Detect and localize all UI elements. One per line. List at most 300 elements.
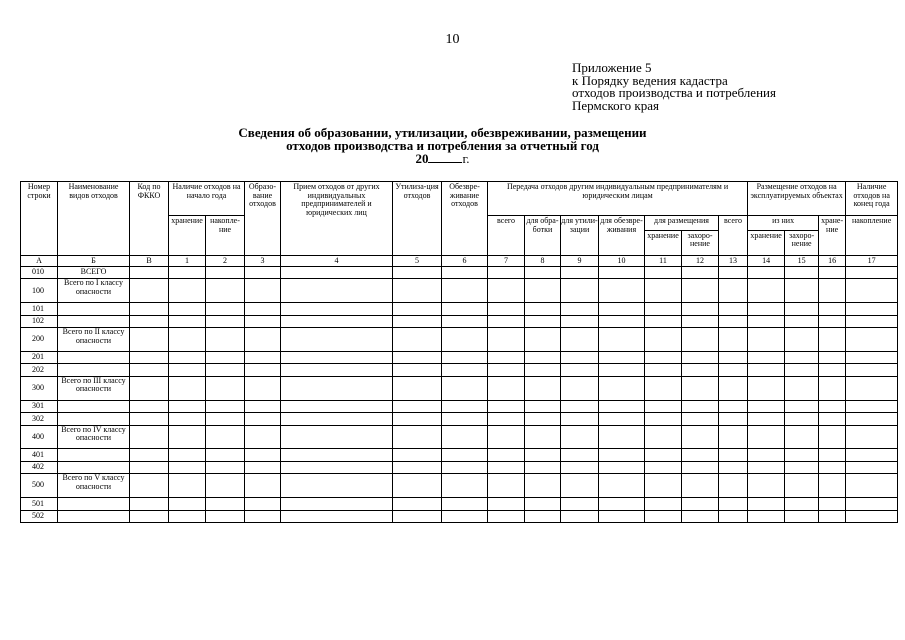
data-cell[interactable] [846, 303, 898, 315]
data-cell[interactable] [169, 413, 206, 425]
data-cell[interactable] [819, 315, 846, 327]
data-cell[interactable] [719, 510, 748, 523]
data-cell[interactable] [281, 376, 393, 400]
data-cell[interactable] [561, 376, 599, 400]
data-cell[interactable] [748, 303, 785, 315]
data-cell[interactable] [169, 376, 206, 400]
data-cell[interactable] [561, 413, 599, 425]
data-cell[interactable] [682, 328, 719, 352]
data-cell[interactable] [393, 351, 442, 363]
column-letter: В [130, 255, 169, 266]
data-cell[interactable] [525, 328, 561, 352]
data-cell[interactable] [169, 461, 206, 473]
data-cell[interactable] [748, 425, 785, 449]
data-cell[interactable] [846, 364, 898, 376]
data-cell[interactable] [206, 315, 245, 327]
data-cell[interactable] [206, 364, 245, 376]
data-cell[interactable] [682, 303, 719, 315]
data-cell[interactable] [281, 510, 393, 523]
data-cell[interactable] [748, 279, 785, 303]
data-cell[interactable] [819, 449, 846, 461]
data-cell[interactable] [393, 279, 442, 303]
data-cell[interactable] [206, 413, 245, 425]
data-cell[interactable] [682, 315, 719, 327]
data-cell[interactable] [169, 266, 206, 278]
data-cell[interactable] [281, 449, 393, 461]
data-cell[interactable] [245, 364, 281, 376]
data-cell[interactable] [245, 303, 281, 315]
data-cell[interactable] [525, 425, 561, 449]
data-cell[interactable] [130, 474, 169, 498]
data-cell[interactable] [599, 364, 645, 376]
data-cell[interactable] [645, 461, 682, 473]
year-blank-line[interactable] [428, 152, 462, 163]
data-cell[interactable] [130, 510, 169, 523]
data-cell[interactable] [682, 461, 719, 473]
data-cell[interactable] [130, 364, 169, 376]
data-cell[interactable] [245, 498, 281, 510]
data-cell[interactable] [561, 474, 599, 498]
data-cell[interactable] [599, 425, 645, 449]
data-cell[interactable] [785, 425, 819, 449]
data-cell[interactable] [645, 413, 682, 425]
data-cell[interactable] [846, 376, 898, 400]
data-cell[interactable] [846, 498, 898, 510]
data-cell[interactable] [645, 279, 682, 303]
data-cell[interactable] [599, 474, 645, 498]
data-cell[interactable] [206, 351, 245, 363]
data-cell[interactable] [846, 351, 898, 363]
data-cell[interactable] [442, 498, 488, 510]
data-cell[interactable] [819, 303, 846, 315]
data-cell[interactable] [245, 461, 281, 473]
header-transfer: Передача отходов другим индивидуальным предпринимателям и юридическим лицам [488, 182, 748, 216]
data-cell[interactable] [130, 328, 169, 352]
data-cell[interactable] [599, 315, 645, 327]
data-cell[interactable] [846, 279, 898, 303]
data-cell[interactable] [442, 510, 488, 523]
data-cell[interactable] [442, 376, 488, 400]
data-cell[interactable] [206, 376, 245, 400]
data-cell[interactable] [169, 474, 206, 498]
data-cell[interactable] [393, 413, 442, 425]
data-cell[interactable] [719, 413, 748, 425]
data-cell[interactable] [245, 413, 281, 425]
data-cell[interactable] [206, 400, 245, 412]
data-cell[interactable] [206, 266, 245, 278]
data-cell[interactable] [561, 266, 599, 278]
data-cell[interactable] [245, 400, 281, 412]
data-cell[interactable] [719, 400, 748, 412]
data-cell[interactable] [393, 510, 442, 523]
data-cell[interactable] [846, 328, 898, 352]
data-cell[interactable] [819, 413, 846, 425]
data-cell[interactable] [488, 510, 525, 523]
data-cell[interactable] [281, 400, 393, 412]
data-cell[interactable] [393, 474, 442, 498]
data-cell[interactable] [819, 400, 846, 412]
data-cell[interactable] [682, 351, 719, 363]
data-cell[interactable] [785, 449, 819, 461]
data-cell[interactable] [719, 425, 748, 449]
data-cell[interactable] [442, 266, 488, 278]
data-cell[interactable] [525, 364, 561, 376]
data-cell[interactable] [719, 376, 748, 400]
data-cell[interactable] [488, 303, 525, 315]
data-cell[interactable] [525, 413, 561, 425]
data-cell[interactable] [846, 449, 898, 461]
data-cell[interactable] [561, 498, 599, 510]
data-cell[interactable] [599, 376, 645, 400]
data-cell[interactable] [442, 351, 488, 363]
data-cell[interactable] [245, 351, 281, 363]
data-cell[interactable] [599, 461, 645, 473]
data-cell[interactable] [442, 425, 488, 449]
data-cell[interactable] [561, 351, 599, 363]
table-row [21, 474, 898, 498]
row-waste-name [58, 400, 130, 412]
data-cell[interactable] [846, 400, 898, 412]
data-cell[interactable] [819, 510, 846, 523]
data-cell[interactable] [645, 376, 682, 400]
column-letter: 5 [393, 255, 442, 266]
data-cell[interactable] [488, 376, 525, 400]
data-cell[interactable] [130, 279, 169, 303]
data-cell[interactable] [169, 351, 206, 363]
data-cell[interactable] [645, 266, 682, 278]
data-cell[interactable] [525, 400, 561, 412]
data-cell[interactable] [682, 279, 719, 303]
data-cell[interactable] [785, 498, 819, 510]
data-cell[interactable] [719, 364, 748, 376]
data-cell[interactable] [785, 400, 819, 412]
data-cell[interactable] [393, 315, 442, 327]
data-cell[interactable] [846, 425, 898, 449]
data-cell[interactable] [682, 474, 719, 498]
data-cell[interactable] [561, 449, 599, 461]
data-cell[interactable] [442, 461, 488, 473]
data-cell[interactable] [785, 413, 819, 425]
data-cell[interactable] [488, 279, 525, 303]
data-cell[interactable] [525, 449, 561, 461]
data-cell[interactable] [393, 449, 442, 461]
data-cell[interactable] [645, 510, 682, 523]
data-cell[interactable] [130, 351, 169, 363]
data-cell[interactable] [130, 449, 169, 461]
data-cell[interactable] [393, 328, 442, 352]
data-cell[interactable] [206, 498, 245, 510]
data-cell[interactable] [645, 303, 682, 315]
data-cell[interactable] [561, 510, 599, 523]
data-cell[interactable] [846, 474, 898, 498]
data-cell[interactable] [682, 376, 719, 400]
data-cell[interactable] [719, 351, 748, 363]
data-cell[interactable] [748, 400, 785, 412]
data-cell[interactable] [599, 328, 645, 352]
data-cell[interactable] [245, 425, 281, 449]
data-cell[interactable] [206, 279, 245, 303]
data-cell[interactable] [442, 364, 488, 376]
data-cell[interactable] [682, 498, 719, 510]
data-cell[interactable] [682, 449, 719, 461]
data-cell[interactable] [748, 474, 785, 498]
column-letter: 9 [561, 255, 599, 266]
data-cell[interactable] [281, 364, 393, 376]
data-cell[interactable] [645, 364, 682, 376]
data-cell[interactable] [206, 328, 245, 352]
data-cell[interactable] [599, 413, 645, 425]
data-cell[interactable] [245, 315, 281, 327]
data-cell[interactable] [525, 461, 561, 473]
data-cell[interactable] [748, 351, 785, 363]
data-cell[interactable] [169, 364, 206, 376]
data-cell[interactable] [206, 449, 245, 461]
data-cell[interactable] [561, 425, 599, 449]
data-cell[interactable] [525, 315, 561, 327]
data-cell[interactable] [169, 449, 206, 461]
data-cell[interactable] [599, 510, 645, 523]
data-cell[interactable] [488, 461, 525, 473]
data-cell[interactable] [488, 400, 525, 412]
data-cell[interactable] [442, 328, 488, 352]
data-cell[interactable] [281, 498, 393, 510]
data-cell[interactable] [819, 279, 846, 303]
header-neutralization: Обезвре-живание отходов [442, 182, 488, 256]
data-cell[interactable] [682, 266, 719, 278]
data-cell[interactable] [169, 303, 206, 315]
data-cell[interactable] [488, 474, 525, 498]
data-cell[interactable] [525, 266, 561, 278]
data-cell[interactable] [819, 266, 846, 278]
data-cell[interactable] [682, 425, 719, 449]
data-cell[interactable] [819, 364, 846, 376]
data-cell[interactable] [488, 266, 525, 278]
data-cell[interactable] [442, 315, 488, 327]
data-cell[interactable] [748, 510, 785, 523]
data-cell[interactable] [719, 303, 748, 315]
data-cell[interactable] [785, 315, 819, 327]
data-cell[interactable] [599, 498, 645, 510]
data-cell[interactable] [561, 400, 599, 412]
data-cell[interactable] [130, 376, 169, 400]
data-cell[interactable] [561, 279, 599, 303]
header-start-accumulation: накопле-ние [206, 216, 245, 255]
data-cell[interactable] [169, 425, 206, 449]
data-cell[interactable] [245, 266, 281, 278]
data-cell[interactable] [488, 328, 525, 352]
data-cell[interactable] [281, 351, 393, 363]
data-cell[interactable] [645, 400, 682, 412]
data-cell[interactable] [130, 461, 169, 473]
data-cell[interactable] [819, 376, 846, 400]
data-cell[interactable] [719, 315, 748, 327]
data-cell[interactable] [748, 364, 785, 376]
data-cell[interactable] [525, 279, 561, 303]
data-cell[interactable] [442, 413, 488, 425]
data-cell[interactable] [393, 425, 442, 449]
data-cell[interactable] [785, 376, 819, 400]
data-cell[interactable] [393, 303, 442, 315]
data-cell[interactable] [599, 449, 645, 461]
data-cell[interactable] [488, 413, 525, 425]
data-cell[interactable] [785, 328, 819, 352]
data-cell[interactable] [130, 266, 169, 278]
data-cell[interactable] [719, 498, 748, 510]
data-cell[interactable] [846, 413, 898, 425]
data-cell[interactable] [281, 266, 393, 278]
data-cell[interactable] [846, 461, 898, 473]
data-cell[interactable] [206, 303, 245, 315]
data-cell[interactable] [393, 461, 442, 473]
data-cell[interactable] [206, 425, 245, 449]
data-cell[interactable] [785, 266, 819, 278]
data-cell[interactable] [525, 510, 561, 523]
data-cell[interactable] [245, 449, 281, 461]
data-cell[interactable] [245, 376, 281, 400]
data-cell[interactable] [785, 474, 819, 498]
data-cell[interactable] [525, 376, 561, 400]
data-cell[interactable] [645, 498, 682, 510]
data-cell[interactable] [169, 510, 206, 523]
data-cell[interactable] [561, 303, 599, 315]
data-cell[interactable] [525, 351, 561, 363]
data-cell[interactable] [682, 400, 719, 412]
data-cell[interactable] [785, 461, 819, 473]
data-cell[interactable] [645, 449, 682, 461]
data-cell[interactable] [719, 449, 748, 461]
data-cell[interactable] [169, 279, 206, 303]
data-cell[interactable] [645, 474, 682, 498]
data-cell[interactable] [442, 303, 488, 315]
data-cell[interactable] [819, 461, 846, 473]
data-cell[interactable] [645, 425, 682, 449]
row-waste-name [58, 413, 130, 425]
data-cell[interactable] [645, 315, 682, 327]
data-cell[interactable] [599, 279, 645, 303]
data-cell[interactable] [488, 449, 525, 461]
data-cell[interactable] [599, 351, 645, 363]
data-cell[interactable] [245, 474, 281, 498]
data-cell[interactable] [281, 425, 393, 449]
data-cell[interactable] [561, 461, 599, 473]
data-cell[interactable] [748, 413, 785, 425]
data-cell[interactable] [206, 474, 245, 498]
row-waste-name: ВСЕГО [58, 266, 130, 278]
data-cell[interactable] [245, 279, 281, 303]
data-cell[interactable] [719, 279, 748, 303]
data-cell[interactable] [169, 328, 206, 352]
data-cell[interactable] [281, 303, 393, 315]
data-cell[interactable] [130, 425, 169, 449]
data-cell[interactable] [748, 328, 785, 352]
data-cell[interactable] [599, 400, 645, 412]
data-cell[interactable] [682, 364, 719, 376]
data-cell[interactable] [442, 449, 488, 461]
data-cell[interactable] [561, 328, 599, 352]
data-cell[interactable] [819, 425, 846, 449]
data-cell[interactable] [488, 351, 525, 363]
data-cell[interactable] [599, 266, 645, 278]
data-cell[interactable] [281, 413, 393, 425]
data-cell[interactable] [719, 461, 748, 473]
data-cell[interactable] [442, 400, 488, 412]
data-cell[interactable] [748, 266, 785, 278]
data-cell[interactable] [645, 328, 682, 352]
data-cell[interactable] [682, 510, 719, 523]
data-cell[interactable] [130, 303, 169, 315]
data-cell[interactable] [281, 279, 393, 303]
data-cell[interactable] [488, 498, 525, 510]
data-cell[interactable] [169, 400, 206, 412]
data-cell[interactable] [281, 474, 393, 498]
data-cell[interactable] [785, 364, 819, 376]
data-cell[interactable] [561, 315, 599, 327]
data-cell[interactable] [846, 315, 898, 327]
data-cell[interactable] [488, 425, 525, 449]
data-cell[interactable] [819, 498, 846, 510]
data-cell[interactable] [785, 279, 819, 303]
data-cell[interactable] [846, 510, 898, 523]
data-cell[interactable] [393, 376, 442, 400]
data-cell[interactable] [442, 474, 488, 498]
data-cell[interactable] [393, 266, 442, 278]
data-cell[interactable] [819, 328, 846, 352]
data-cell[interactable] [245, 328, 281, 352]
data-cell[interactable] [748, 449, 785, 461]
data-cell[interactable] [785, 510, 819, 523]
data-cell[interactable] [525, 474, 561, 498]
data-cell[interactable] [682, 413, 719, 425]
data-cell[interactable] [785, 303, 819, 315]
data-cell[interactable] [748, 315, 785, 327]
data-cell[interactable] [819, 474, 846, 498]
data-cell[interactable] [169, 315, 206, 327]
data-cell[interactable] [130, 400, 169, 412]
data-cell[interactable] [130, 498, 169, 510]
data-cell[interactable] [393, 364, 442, 376]
data-cell[interactable] [525, 303, 561, 315]
data-cell[interactable] [130, 413, 169, 425]
data-cell[interactable] [719, 266, 748, 278]
data-cell[interactable] [245, 510, 281, 523]
data-cell[interactable] [819, 351, 846, 363]
data-cell[interactable] [206, 461, 245, 473]
data-cell[interactable] [442, 279, 488, 303]
column-letter: Б [58, 255, 130, 266]
data-cell[interactable] [393, 400, 442, 412]
data-cell[interactable] [525, 498, 561, 510]
data-cell[interactable] [488, 364, 525, 376]
data-cell[interactable] [785, 351, 819, 363]
data-cell[interactable] [719, 474, 748, 498]
data-cell[interactable] [393, 498, 442, 510]
data-cell[interactable] [748, 376, 785, 400]
data-cell[interactable] [645, 351, 682, 363]
data-cell[interactable] [169, 498, 206, 510]
data-cell[interactable] [748, 461, 785, 473]
data-cell[interactable] [281, 328, 393, 352]
data-cell[interactable] [599, 303, 645, 315]
data-cell[interactable] [281, 315, 393, 327]
data-cell[interactable] [561, 364, 599, 376]
data-cell[interactable] [846, 266, 898, 278]
data-cell[interactable] [206, 510, 245, 523]
data-cell[interactable] [719, 328, 748, 352]
data-cell[interactable] [130, 315, 169, 327]
data-cell[interactable] [748, 498, 785, 510]
data-cell[interactable] [488, 315, 525, 327]
data-cell[interactable] [281, 461, 393, 473]
